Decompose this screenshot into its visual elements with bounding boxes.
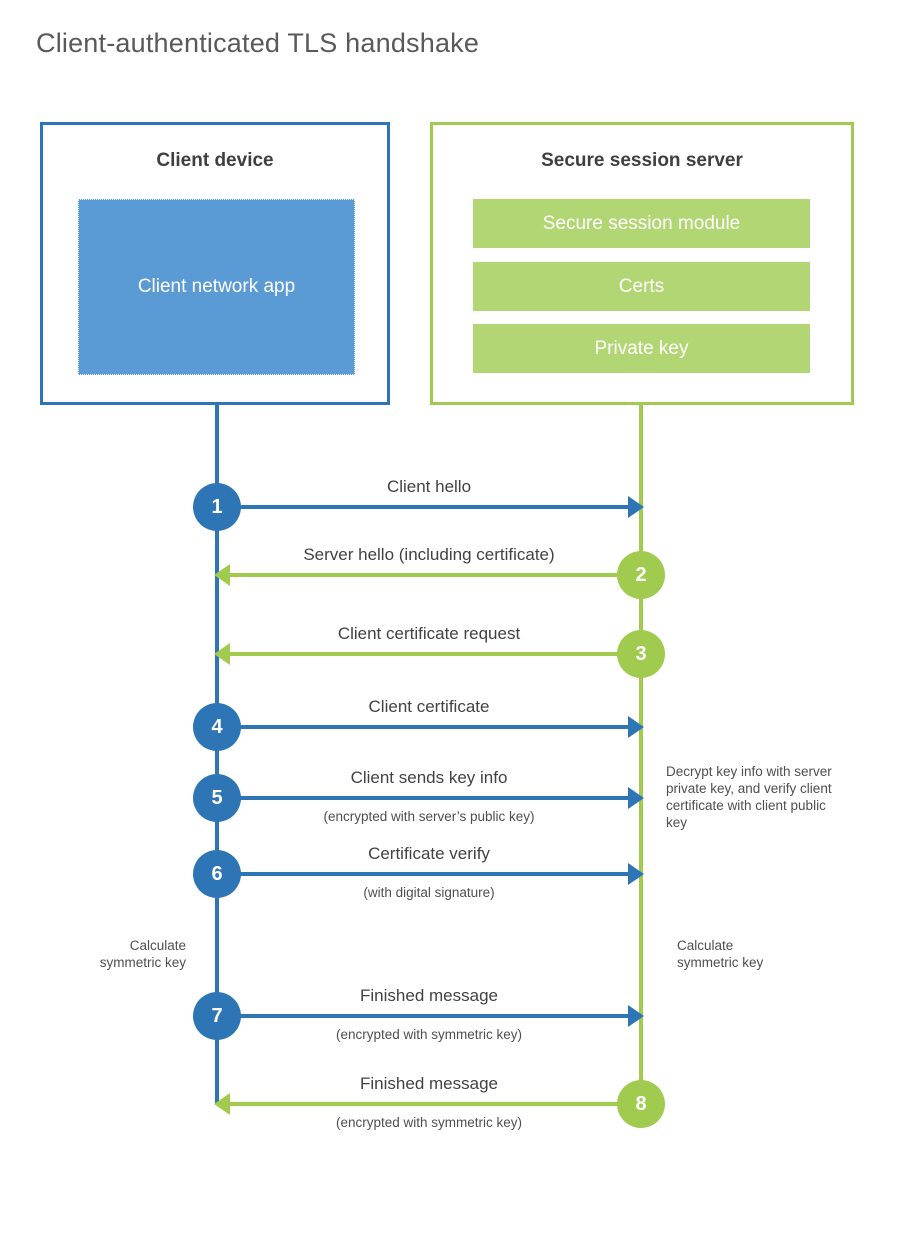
message-label: Finished message xyxy=(360,1074,498,1093)
message-label: Client certificate xyxy=(368,697,490,716)
arrowhead-right-icon xyxy=(628,863,644,885)
message-label: Certificate verify xyxy=(368,844,490,863)
message-label: Client sends key info xyxy=(350,768,508,787)
arrow-shaft xyxy=(230,1102,641,1106)
calculate-symmetric-key-note-server: Calculate symmetric key xyxy=(677,938,764,971)
page-title: Client-authenticated TLS handshake xyxy=(36,28,480,58)
message-sublabel: (encrypted with symmetric key) xyxy=(335,1027,523,1042)
message-sublabel: (encrypted with server’s public key) xyxy=(323,809,535,824)
arrowhead-right-icon xyxy=(628,496,644,518)
client-device-title: Client device xyxy=(156,150,274,171)
step-number-badge: 6 xyxy=(193,850,241,898)
arrowhead-right-icon xyxy=(628,716,644,738)
client-network-app-box xyxy=(78,199,355,375)
step-number-badge: 4 xyxy=(193,703,241,751)
decrypt-note: Decrypt key info with server private key, and verify client certificate with client public key xyxy=(666,764,832,831)
arrow-shaft xyxy=(217,505,629,509)
client-device-box xyxy=(40,122,390,405)
step-number-badge: 2 xyxy=(617,551,665,599)
server-module-secure-session: Secure session module xyxy=(473,199,810,248)
arrowhead-left-icon xyxy=(214,564,230,586)
server-module-private-key: Private key xyxy=(473,324,810,373)
message-label: Client hello xyxy=(386,477,472,496)
message-label: Client certificate request xyxy=(337,624,521,643)
step-number-badge: 1 xyxy=(193,483,241,531)
arrowhead-right-icon xyxy=(628,1005,644,1027)
step-number-badge: 3 xyxy=(617,630,665,678)
message-sublabel: (with digital signature) xyxy=(363,885,495,900)
client-network-app-label: Client network app xyxy=(137,275,296,297)
secure-session-server-title: Secure session server xyxy=(541,150,743,171)
message-sublabel: (encrypted with symmetric key) xyxy=(335,1115,523,1130)
arrow-shaft xyxy=(217,872,629,876)
arrowhead-left-icon xyxy=(214,1093,230,1115)
calculate-symmetric-key-note-client: Calculate symmetric key xyxy=(99,938,186,971)
arrowhead-right-icon xyxy=(628,787,644,809)
step-number-badge: 8 xyxy=(617,1080,665,1128)
arrow-shaft xyxy=(230,652,641,656)
arrow-shaft xyxy=(217,725,629,729)
step-number-badge: 7 xyxy=(193,992,241,1040)
arrow-shaft xyxy=(217,796,629,800)
message-label: Server hello (including certificate) xyxy=(303,545,555,564)
message-label: Finished message xyxy=(360,986,498,1005)
step-number-badge: 5 xyxy=(193,774,241,822)
arrow-shaft xyxy=(230,573,641,577)
arrow-shaft xyxy=(217,1014,629,1018)
secure-session-server-box xyxy=(430,122,854,405)
server-module-certs: Certs xyxy=(473,262,810,311)
arrowhead-left-icon xyxy=(214,643,230,665)
